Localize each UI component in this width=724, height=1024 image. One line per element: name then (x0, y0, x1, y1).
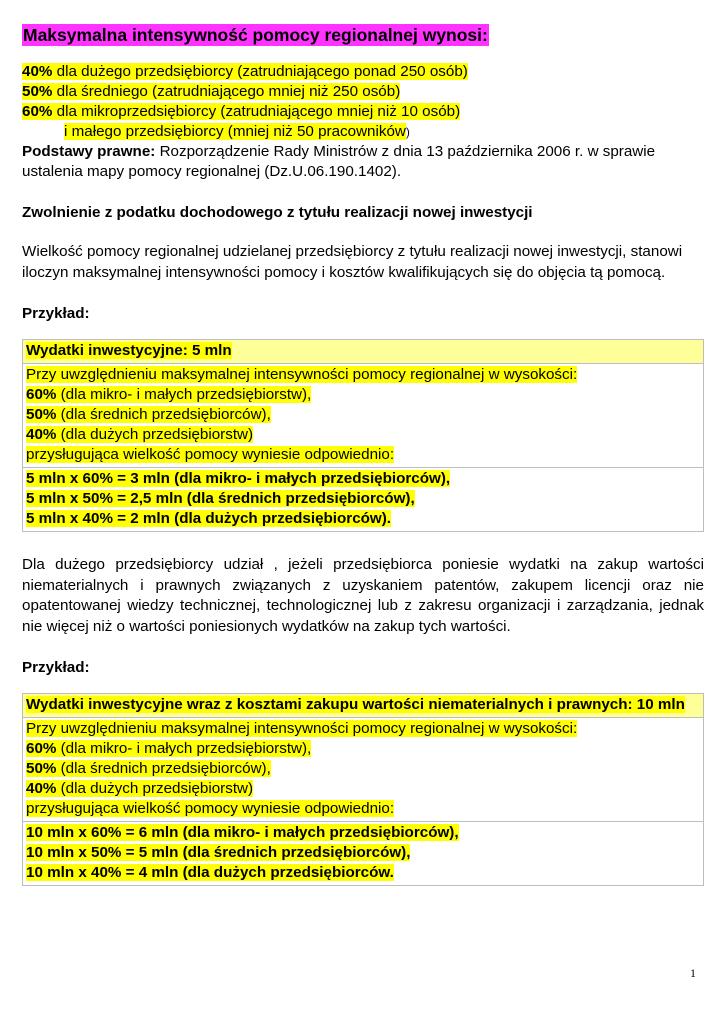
example-2-rate-1-text: (dla mikro- i małych przedsiębiorstw), (56, 740, 312, 757)
example-2-rates-cell (23, 718, 704, 822)
section-heading: Zwolnienie z podatku dochodowego z tytułu realizacji nowej inwestycji (22, 204, 533, 221)
intensity-small-text: i małego przedsiębiorcy (mniej niż 50 pracowników (64, 123, 406, 140)
example-label: Przykład: (22, 305, 90, 322)
section-paragraph: Wielkość pomocy regionalnej udzielanej przedsiębiorcy z tytułu realizacji nowej inwestycji, stanowi iloczyn maksymalnej intensywności pomocy i kosztów kwalifikujących się do objęcia tą pomocą. (22, 243, 683, 281)
example-1-calc-2: 5 mln x 50% = 2,5 mln (dla średnich przedsiębiorców), (26, 490, 415, 507)
example-1-header-cell (23, 340, 704, 364)
example-1-outro: przysługująca wielkość pomocy wyniesie odpowiednio: (26, 446, 395, 463)
example-1-rate-2-pct: 50% (26, 406, 57, 423)
example-2-header: Wydatki inwestycyjne wraz z kosztami zakupu wartości niematerialnych i prawnych: 10 mln (26, 696, 685, 713)
legal-basis-label: Podstawy prawne: (22, 143, 156, 160)
example-2-rate-3-pct: 40% (26, 780, 57, 797)
example-2-outro: przysługująca wielkość pomocy wyniesie odpowiednio: (26, 800, 395, 817)
example-1-results-cell (23, 468, 704, 532)
example-table-1 (22, 339, 704, 532)
intensity-micro (22, 102, 704, 122)
example-2-intro: Przy uwzględnieniu maksymalnej intensywności pomocy regionalnej w wysokości: (26, 720, 578, 737)
example-2-rate-3-text: (dla dużych przedsiębiorstw) (56, 780, 254, 797)
example-2-rate-2-pct: 50% (26, 760, 57, 777)
document-page (22, 24, 704, 886)
intensity-medium-text: dla średniego (zatrudniającego mniej niż 250 osób) (56, 83, 401, 100)
intensity-small (22, 122, 704, 142)
page-number: 1 (690, 966, 696, 980)
example-label-2: Przykład: (22, 659, 90, 676)
example-2-rate-1-pct: 60% (26, 740, 57, 757)
example-2-results-cell (23, 822, 704, 886)
example-2-calc-1: 10 mln x 60% = 6 mln (dla mikro- i małych przedsiębiorców), (26, 824, 459, 841)
example-1-calc-3: 5 mln x 40% = 2 mln (dla dużych przedsiębiorców). (26, 510, 392, 527)
legal-basis (22, 142, 704, 182)
intensity-small-paren: ) (405, 125, 410, 139)
example-1-rate-3-text: (dla dużych przedsiębiorstw) (56, 426, 254, 443)
intensity-micro-pct: 60% (22, 103, 53, 120)
page-title: Maksymalna intensywność pomocy regionalnej wynosi: (23, 25, 488, 45)
example-1-rates-cell (23, 364, 704, 468)
intensity-large-text: dla dużego przedsiębiorcy (zatrudniającego ponad 250 osób) (56, 63, 468, 80)
example-1-intro: Przy uwzględnieniu maksymalnej intensywności pomocy regionalnej w wysokości: (26, 366, 578, 383)
example-1-header: Wydatki inwestycyjne: 5 mln (26, 342, 232, 359)
example-2-rate-2-text: (dla średnich przedsiębiorców), (56, 760, 271, 777)
example-2-header-cell (23, 694, 704, 718)
intensity-medium-pct: 50% (22, 83, 53, 100)
legal-basis-text: Rozporządzenie Rady Ministrów z dnia 13 października 2006 r. w sprawie ustalenia mapy pomocy regionalnej (Dz.U.06.190.1402). (22, 143, 656, 180)
example-2-calc-3: 10 mln x 40% = 4 mln (dla dużych przedsiębiorców. (26, 864, 394, 881)
example-1-rate-2-text: (dla średnich przedsiębiorców), (56, 406, 271, 423)
example-2-calc-2: 10 mln x 50% = 5 mln (dla średnich przedsiębiorców), (26, 844, 411, 861)
intensity-medium (22, 82, 704, 102)
intensity-micro-text: dla mikroprzedsiębiorcy (zatrudniającego mniej niż 10 osób) (56, 103, 461, 120)
intensity-large-pct: 40% (22, 63, 53, 80)
example-table-2 (22, 693, 704, 886)
section-2-paragraph: Dla dużego przedsiębiorcy udział , jeżeli przedsiębiorca poniesie wydatki na zakup wartości niematerialnych i prawnych związanych z uzyskaniem patentów, zakupem licencji oraz nie opatentowanej wiedzy technicznej, technologicznej lub z zakresu organizacji i zarządzania, jednak nie więcej niż o wartości poniesionych wydatków na zakup tych wartości. (22, 556, 704, 635)
example-1-rate-3-pct: 40% (26, 426, 57, 443)
example-1-rate-1-pct: 60% (26, 386, 57, 403)
intensity-large (22, 62, 704, 82)
intensity-list (22, 62, 704, 142)
example-1-calc-1: 5 mln x 60% = 3 mln (dla mikro- i małych przedsiębiorców), (26, 470, 451, 487)
example-1-rate-1-text: (dla mikro- i małych przedsiębiorstw), (56, 386, 312, 403)
